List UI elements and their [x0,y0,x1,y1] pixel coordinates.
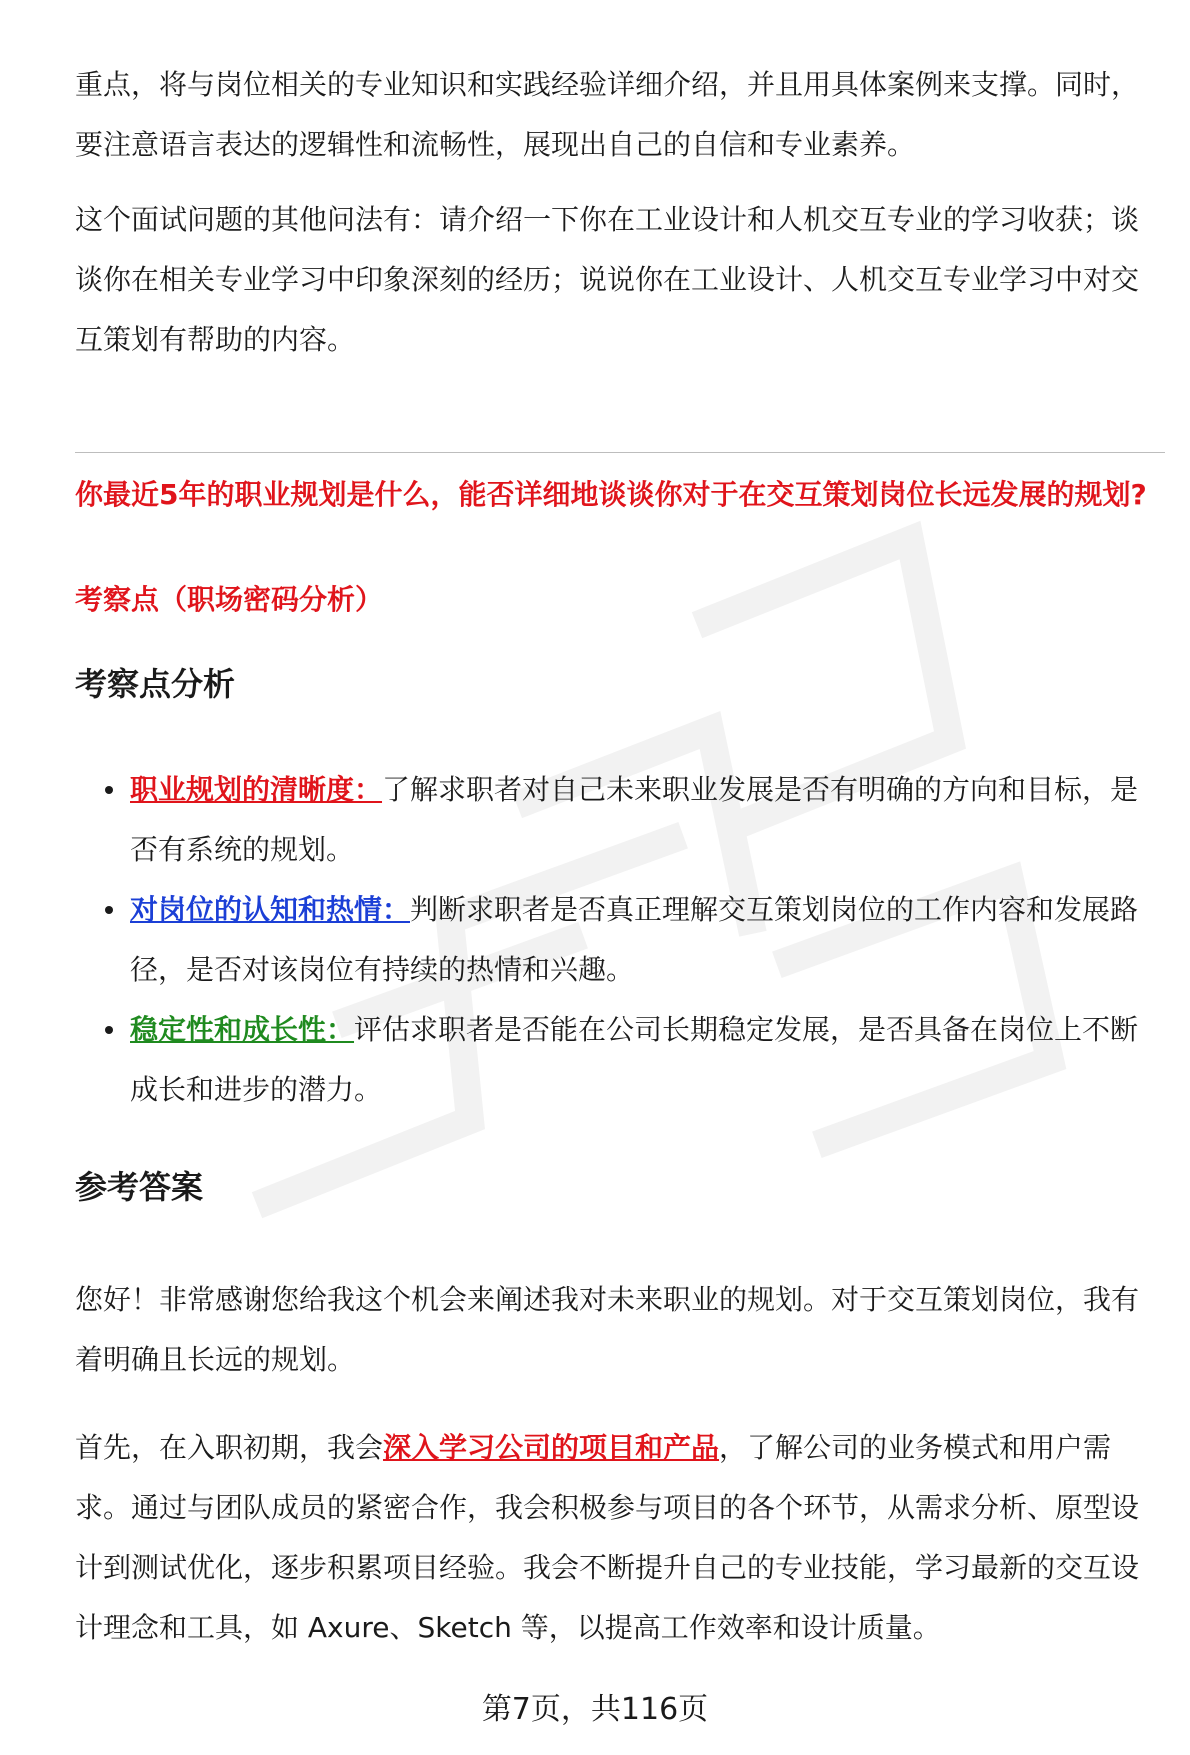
bullet-dot-icon [105,1026,113,1034]
answer-text-after: ，了解公司的业务模式和用户需求。通过与团队成员的紧密合作，我会积极参与项目的各个环节，从需求分析、原型设计到测试优化，逐步积累项目经验。我会不断提升自己的专业技能，学习最新的交互设计理念和工具，如 Axure、Sketch 等，以提高工作效率和设计质量。 [75,1431,1140,1644]
bullet-keyword: 对岗位的认知和热情： [130,893,411,926]
answer-heading: 参考答案 [75,1168,204,1206]
bullet-text: 评估求职者是否能在公司长期稳定发展，是否具备在岗位上不断成长和进步的潜力。 [130,1013,1139,1106]
bullet-keyword: 职业规划的清晰度： [130,773,383,806]
paragraph-1: 重点，将与岗位相关的专业知识和实践经验详细介绍，并且用具体案例来支撑。同时，要注意语言表达的逻辑性和流畅性，展现出自己的自信和专业素养。 [75,68,1140,161]
bullet-dot-icon [105,786,113,794]
bullet-text: 了解求职者对自己未来职业发展是否有明确的方向和目标，是否有系统的规划。 [130,773,1139,866]
answer-text-before: 首先，在入职初期，我会 [75,1431,384,1464]
bullet-text: 判断求职者是否真正理解交互策划岗位的工作内容和发展路径，是否对该岗位有持续的热情和兴趣。 [130,893,1139,986]
answer-paragraph-1: 您好！非常感谢您给我这个机会来阐述我对未来职业的规划。对于交互策划岗位，我有着明确且长远的规划。 [75,1283,1140,1376]
intro-paragraph-block [75,55,1165,175]
bullet-keyword: 稳定性和成长性： [130,1013,355,1046]
bullet-item [75,880,1165,1000]
bullet-dot-icon [105,906,113,914]
analysis-bullet-list [75,760,1165,1120]
answer-paragraph-2 [75,1418,1165,1658]
answer-paragraph-2-block [75,1418,1165,1658]
answer-highlight: 深入学习公司的项目和产品 [383,1431,720,1464]
section-divider [75,452,1165,453]
analysis-heading: 考察点分析 [75,665,236,703]
bullet-item [75,1000,1165,1120]
bullet-item [75,760,1165,880]
answer-paragraph-1-block [75,1270,1165,1390]
alternate-questions-block [75,190,1165,370]
exam-point-label: 考察点（职场密码分析） [75,583,384,616]
page-footer: 第7页，共116页 [481,1692,709,1727]
question-title: 你最近5年的职业规划是什么，能否详细地谈谈你对于在交互策划岗位长远发展的规划? [75,478,1147,511]
paragraph-2: 这个面试问题的其他问法有：请介绍一下你在工业设计和人机交互专业的学习收获；谈谈你在相关专业学习中印象深刻的经历；说说你在工业设计、人机交互专业学习中对交互策划有帮助的内容。 [75,203,1140,356]
